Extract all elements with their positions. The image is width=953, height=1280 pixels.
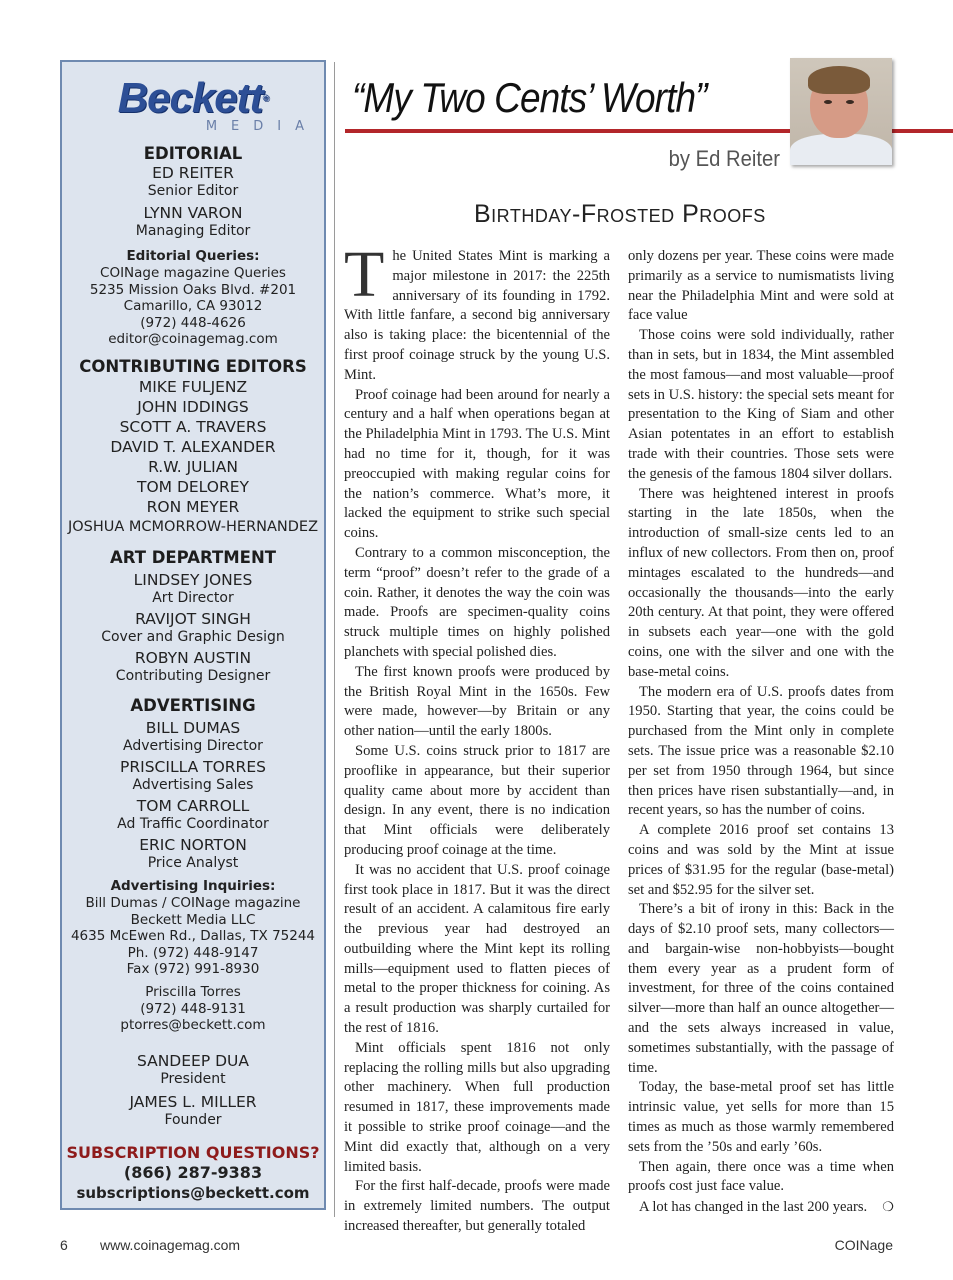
staff-name: PRISCILLA TORRES [120, 757, 266, 776]
email-link[interactable]: editor@coinagemag.com [108, 331, 278, 348]
article-paragraph: The modern era of U.S. proofs dates from 1950. Starting that year, the coins could be purchased from the Mint only in complete sets. The issue price was a reasonable $2.10 per set from 1950 through 1964, but since then prices have risen substantially—and, in recent years, so has the number of coins. [628, 683, 894, 819]
address-line: 5235 Mission Oaks Blvd. #201 [89, 281, 297, 298]
officer-role: President [160, 1070, 226, 1087]
article-paragraph: For the first half-decade, proofs were made in extremely limited numbers. The output increased thereafter, but generally totaled [344, 1178, 610, 1235]
author-byline: by Ed Reiter [668, 146, 780, 171]
article-paragraph: Then again, there once was a time when proofs cost just face value. [628, 1158, 894, 1195]
contributor-name: RON MEYER [146, 497, 240, 516]
officer-name: SANDEEP DUA [136, 1051, 249, 1070]
column-title: “My Two Cents’ Worth” [352, 74, 707, 121]
address-line: Bill Dumas / COINage magazine [85, 894, 301, 911]
article-paragraph: Mint officials spent 1816 not only replacing the rolling mills but also upgrading other machinery. When full production resumed in 1817, these improvements made it possible to strike proof coinage—and the Mint did exactly that, although on a very limited basis. [344, 1039, 610, 1175]
staff-role: Advertising Director [123, 737, 263, 754]
staff-role: Cover and Graphic Design [101, 628, 285, 645]
article-paragraph: The United States Mint is marking a major milestone in 2017: the 225th anniversary of its founding in 1792. With little fanfare, a second big anniversary also is taking place: the bicentennial of the first proof coinage struck by the young U.S. Mint. [344, 238, 610, 383]
article-paragraph: A complete 2016 proof set contains 13 coins and was sold by the Mint at issue prices of $31.95 for the regular (base-metal) set and $52.95 for the silver set. [628, 822, 894, 898]
article-subtitle: Birthday-Frosted Proofs [474, 200, 766, 228]
staff-role: Managing Editor [135, 223, 251, 239]
advertising-inquiries-heading: Advertising Inquiries: [110, 877, 276, 894]
article-paragraph: Those coins were sold individually, rather than in sets, but in 1834, the Mint assembled the most famous—and most valuable—proof sets in U.S. history: the special sets meant for presentation to the King of Siam and other Asian potentates in an effort to establish trade with their countries. Those sets were the genesis of the famous 1804 silver dollars. [628, 327, 894, 482]
page-number: 6 [60, 1237, 68, 1253]
address-line: 4635 McEwen Rd., Dallas, TX 75244 [70, 928, 316, 945]
officer-name: JAMES L. MILLER [129, 1092, 257, 1111]
article-paragraph: only dozens per year. These coins were made primarily as a service to numismatists living near the Philadelphia Mint and were sold at face value [628, 248, 894, 324]
subscription-phone: (866) 287-9383 [123, 1162, 263, 1182]
article-paragraph: There’s a bit of irony in this: Back in the days of $2.10 proof sets, many collectors—and bargain-wise non-hobbyists—bought them every year as a prudent form of investment, for three of the coins contained silver—more than half an ounce altogether—and the sets always increased in value, sometimes substantially, with the passage of time. [628, 901, 894, 1076]
magazine-name: COINage [834, 1237, 893, 1253]
article-column-1 [344, 238, 610, 1237]
address-line: Camarillo, CA 93012 [123, 298, 263, 315]
contributor-name: DAVID T. ALEXANDER [110, 437, 276, 456]
contributor-name: SCOTT A. TRAVERS [119, 417, 267, 436]
staff-role: Ad Traffic Coordinator [117, 815, 269, 832]
contributor-name: R.W. JULIAN [148, 457, 238, 476]
article-paragraph: Proof coinage had been around for nearly a century and a half when operations began at the Philadelphia Mint in 1793. The U.S. Mint had no time for it, though, for it was preoccupied with making regular coins for the nation’s commerce. What’s more, it lacked the equipment to strike such special coins. [344, 386, 610, 542]
editorial-queries-heading: Editorial Queries: [126, 248, 260, 264]
end-mark-icon: ❍ [882, 1199, 894, 1215]
article-paragraph: Some U.S. coins struck prior to 1817 are prooflike in appearance, but their superior quality came about more by accident than design. In any event, there is no indication that Mint officials were deliberately producing proof coinage at the time. [344, 742, 610, 858]
advertising-heading: ADVERTISING [130, 695, 256, 715]
masthead-sidebar [60, 60, 326, 1210]
contributor-name: TOM DELOREY [136, 477, 249, 496]
author-photo [790, 58, 892, 165]
subscription-email-link[interactable]: subscriptions@beckett.com [76, 1183, 310, 1202]
staff-role: Art Director [152, 589, 234, 606]
article-paragraph: There was heightened interest in proofs starting in the late 1850s, when the introduction of small-size cents led to an influx of new collectors. From then on, proof mintages escalated to the hundreds—and occasionally the thousands—into the early 20th century. At that point, they were offered in subsets each year—one with the gold coins, one with the silver and one with the base-metal coins. [628, 485, 894, 680]
address-line: Beckett Media LLC [130, 911, 256, 928]
email-link[interactable]: ptorres@beckett.com [120, 1017, 266, 1034]
subscription-questions-heading: SUBSCRIPTION QUESTIONS? [66, 1142, 320, 1162]
officer-role: Founder [164, 1111, 222, 1128]
contributor-name: JOSHUA MCMORROW-HERNANDEZ [67, 518, 319, 535]
article-paragraph: A lot has changed in the last 200 years. ❍ [639, 1199, 894, 1216]
staff-role: Contributing Designer [115, 667, 271, 684]
staff-name: ED REITER [152, 164, 234, 182]
art-department-heading: ART DEPARTMENT [109, 547, 277, 567]
staff-name: LINDSEY JONES [133, 570, 253, 589]
phone-line: (972) 448-4626 [140, 314, 246, 331]
contact-name: Priscilla Torres [145, 983, 241, 1000]
staff-role: Price Analyst [147, 854, 239, 871]
drop-cap: T [344, 238, 385, 311]
address-line: COINage magazine Queries [100, 265, 286, 281]
staff-name: ROBYN AUSTIN [134, 648, 252, 667]
staff-name: LYNN VARON [143, 204, 243, 222]
article-column-2 [628, 247, 894, 1218]
contributing-editors-heading: CONTRIBUTING EDITORS [79, 356, 307, 376]
column-divider [334, 62, 335, 1217]
phone-line: (972) 448-9131 [140, 1000, 246, 1017]
staff-name: BILL DUMAS [145, 718, 241, 737]
contributor-name: MIKE FULJENZ [138, 377, 248, 396]
beckett-media-logo: Beckett® MEDIA [117, 74, 318, 134]
editorial-heading: EDITORIAL [143, 144, 243, 163]
staff-name: TOM CARROLL [136, 796, 250, 815]
website-link[interactable]: www.coinagemag.com [100, 1237, 241, 1253]
article-paragraph: Today, the base-metal proof set has little intrinsic value, yet sells for more than 15 times as much as those warmly remembered sets from the ’50s and early ’60s. [628, 1079, 894, 1155]
staff-role: Senior Editor [147, 183, 239, 199]
staff-name: ERIC NORTON [139, 835, 247, 854]
article-paragraph: The first known proofs were produced by the British Royal Mint in the 1650s. Few were made, however—by Britain or any other nation—until the early 1800s. [344, 663, 610, 740]
contributor-name: JOHN IDDINGS [137, 397, 249, 416]
phone-line: Ph. (972) 448-9147 [127, 944, 259, 961]
fax-line: Fax (972) 991-8930 [126, 961, 260, 978]
staff-role: Advertising Sales [132, 776, 254, 793]
article-paragraph: Contrary to a common misconception, the term “proof” doesn’t refer to the grade of a coin. Rather, it denotes the way the coin was made. Proofs are specimen-quality coins struck multiple times on highly polished planchets with special polished dies. [344, 544, 610, 660]
staff-name: RAVIJOT SINGH [135, 609, 251, 628]
article-paragraph: It was no accident that U.S. proof coinage first took place in 1817. But it was the direct result of an accident. A calamitous fire early the previous year had destroyed an outbuilding where the Mint kept its rolling mills—equipment used to flatten pieces of metal to the proper thickness for coining. As a result production was sharply curtailed for the rest of 1816. [344, 861, 610, 1037]
